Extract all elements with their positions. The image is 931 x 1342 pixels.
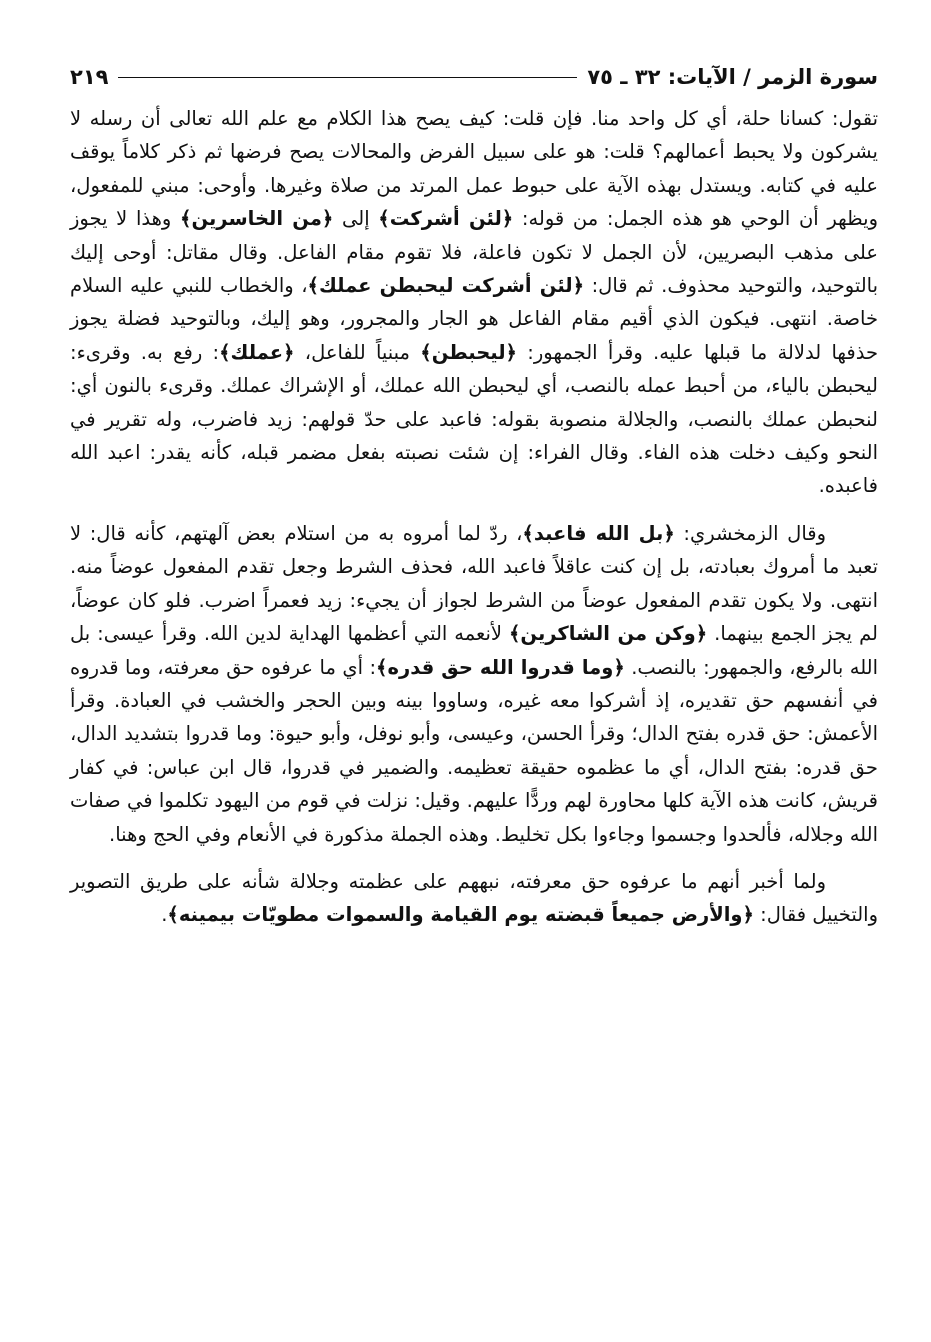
text-run: وهذا لا يجوز على مذهب البصريين، لأن الجمل لا تكون فاعلة، فلا تقوم مقام الفاعل. وقال مقاتل: أوحى إليك بالتوحيد، والتوحيد محذوف. ثم قال: (70, 207, 879, 298)
header-rule (118, 77, 577, 78)
text-run: . (161, 903, 168, 927)
paragraph (70, 865, 878, 932)
text-run: إلى (333, 207, 379, 231)
text-run: تقول: كسانا حلة، أي كل واحد منا. فإن قلت: كيف يصح هذا الكلام مع علم الله تعالى أن رسله لا يشركون ولا يحبط أعمالهم؟ قلت: هو على سبيل الفرض والمحالات يصح فرضها ثم ذكر كلاماً يوقف عليه في كتابه. ويستدل بهذه الآية على حبوط عمل المرتد من صلاة وغيرها. وأوحى: مبني للمفعول، ويظهر أن الوحي هو هذه الجمل: من قوله: (70, 107, 878, 231)
paragraph (70, 102, 878, 503)
text-run: ، والخطاب للنبي عليه السلام خاصة. انتهى. فيكون الذي أقيم مقام الفاعل هو الجار والمجرور، وهو إليك، وبالتوحيد فضلة يجوز حذفها لدلالة ما قبلها عليه. وقرأ الجمهور: (70, 274, 878, 364)
page-body (70, 102, 878, 932)
text-run: : رفع به. وقرىء: ليحبطن بالياء، من أحبط عمله بالنصب، أي ليحبطن الله عملك، أو الإشراك عملك. وقرىء بالنون أي: لنحبطن عملك بالنصب، والجلالة منصوبة بقوله: فاعبد على حدّ قولهم: زيد فاضرب، وله تقرير في النحو وكيف دخلت هذه الفاء. وقال الفراء: إن شئت نصبته بفعل مضمر قبله، كأنه يقدر: اعبد الله فاعبده. (70, 340, 878, 498)
text-run: : أي ما عرفوه حق معرفته، وما قدروه في أنفسهم حق تقديره، إذ أشركوا معه غيره، وساووا بينه وبين الحجر والخشب في العبادة. وقرأ الأعمش: حق قدره بفتح الدال؛ وقرأ الحسن، وعيسى، وأبو نوفل، وأبو حيوة: وما قدروا بتشديد الدال، حق قدره: بفتح الدال، أي ما عظموه حقيقة تعظيمه. والضمير في قدروا، قال ابن عباس: في كفار قريش، كانت هذه الآية كلها محاورة لهم وردًّا عليهم. وقيل: نزلت في قوم من اليهود تكلموا في صفات الله وجلاله، فألحدوا وجسموا وجاءوا بكل تخليط. وهذه الجملة مذكورة في الأنعام وفي الحج وهنا. (70, 655, 878, 846)
quran-quote: ﴿عملك﴾ (219, 340, 295, 364)
quran-quote: ﴿من الخاسرين﴾ (180, 207, 334, 231)
quran-quote: ﴿بل الله فاعبد﴾ (522, 521, 675, 545)
quran-quote: ﴿والأرض جميعاً قبضته يوم القيامة والسموات مطويّات بيمينه﴾ (167, 903, 754, 927)
running-header (70, 60, 878, 94)
quran-quote: ﴿لئن أشركت﴾ (378, 207, 514, 231)
text-run: لأنعمه التي أعظمها الهداية لدين الله. وقرأ عيسى: بل الله بالرفع، والجمهور: بالنصب. (70, 622, 879, 679)
quran-quote: ﴿لئن أشركت ليحبطن عملك﴾ (307, 274, 585, 298)
text-run: ، ردّ لما أمروه به من استلام بعض آلهتهم، كأنه قال: لا تعبد ما أمروك بعبادته، بل إن كنت عاقلاً فاعبد الله، فحذف الشرط وجعل تقدم المفعول عوضاً منه. انتهى. ولا يكون تقدم المفعول عوضاً من الشرط لجواز أن يجيء: زيد فعمراً اضرب. فلو كان عوضاً، لم يجز الجمع بينهما. (70, 521, 878, 646)
book-page (70, 60, 878, 932)
text-run: وقال الزمخشري: (674, 521, 827, 545)
quran-quote: ﴿وما قدروا الله حق قدره﴾ (376, 655, 625, 679)
page-number: ٢١٩ (70, 65, 109, 89)
quran-quote: ﴿وكن من الشاكرين﴾ (508, 622, 708, 646)
paragraph (70, 517, 878, 851)
text-run: مبنياً للفاعل، (294, 340, 421, 364)
quran-quote: ﴿ليحبطن﴾ (420, 340, 517, 364)
text-run: ولما أخبر أنهم ما عرفوه حق معرفته، نبههم على عظمته وجلالة شأنه على طريق التصوير والتخييل فقال: (70, 869, 878, 927)
surah-title: سورة الزمر / الآيات: ٣٢ ـ ٧٥ (587, 65, 878, 89)
